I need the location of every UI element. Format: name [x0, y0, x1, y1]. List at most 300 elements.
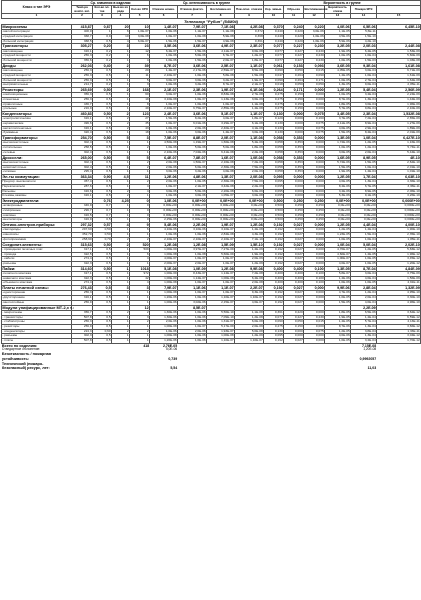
- row-cell: 509: [130, 247, 150, 252]
- row-cell: 507,8: [72, 339, 93, 344]
- row-label: Разъемы: [2, 189, 72, 194]
- row-cell: 12: [130, 305, 150, 310]
- row-cell: 1,3E-05: [325, 266, 351, 271]
- row-cell: 0,00E+00: [207, 213, 235, 218]
- row-cell: 0,00E+00: [178, 218, 207, 223]
- column-number: 4: [112, 14, 130, 19]
- row-cell: 0,027: [284, 339, 304, 344]
- row-cell: 7,2E-08: [235, 271, 264, 276]
- row-cell: 8,43E-07: [178, 271, 207, 276]
- row-cell: 1,0E-07: [150, 122, 178, 127]
- row-cell: 5,7E-04: [351, 320, 377, 325]
- row-cell: 0,5: [93, 339, 112, 344]
- row-cell: 0,275: [264, 97, 284, 102]
- row-cell: 2: [130, 180, 150, 185]
- row-label: - резисторы: [2, 324, 72, 329]
- row-cell: 4,76E-07: [325, 247, 351, 252]
- row-cell: 1,0E-04: [351, 54, 377, 59]
- row-cell: 0,000: [304, 261, 325, 266]
- row-label: -пленочные: [2, 97, 72, 102]
- row-cell: 1,4E-04: [351, 228, 377, 233]
- row-cell: 0,000: [304, 141, 325, 146]
- row-cell: 0,192: [264, 223, 284, 228]
- row-cell: [235, 366, 264, 371]
- row-cell: 0,100: [304, 281, 325, 286]
- row-cell: 0,372: [235, 30, 264, 35]
- row-cell: 1,0E-08: [235, 155, 264, 160]
- row-cell: 1,2E-08: [235, 223, 264, 228]
- row-cell: 6: [112, 30, 130, 35]
- row-cell: 4,2E-08: [235, 25, 264, 30]
- row-cell: 0,5: [93, 117, 112, 122]
- row-cell: 19: [130, 97, 150, 102]
- row-cell: 1,00E-08: [150, 291, 178, 296]
- row-cell: 10: [130, 25, 150, 30]
- row-cell: 1,5E-03: [351, 59, 377, 64]
- row-cell: 39: [130, 63, 150, 68]
- row-cell: 2: [130, 329, 150, 334]
- row-cell: 3,2E-06: [178, 170, 207, 175]
- header-group-values: Ср. значения в изделии: [72, 1, 150, 6]
- row-cell: 274,4: [72, 257, 93, 262]
- row-cell: 0,220: [304, 25, 325, 30]
- row-cell: 1: [112, 247, 130, 252]
- row-cell: 0,192: [264, 228, 284, 233]
- row-cell: 2,00E-07: [150, 261, 178, 266]
- row-label: Конденсаторы:: [2, 112, 72, 117]
- row-cell: 2,15E-07: [207, 300, 235, 305]
- row-cell: 0,000E+00: [377, 218, 421, 223]
- row-cell: 1: [112, 107, 130, 112]
- row-cell: 1,61E-08: [377, 63, 421, 68]
- row-cell: 1,5E-07: [178, 39, 207, 44]
- row-cell: 1,53E-09: [377, 49, 421, 54]
- row-cell: 6,6E-09: [235, 189, 264, 194]
- row-cell: 302,4: [72, 150, 93, 155]
- row-cell: 1,8E-05: [325, 310, 351, 315]
- row-cell: 0,353: [284, 146, 304, 151]
- row-cell: 2,0E-08: [235, 174, 264, 179]
- row-cell: 0,027: [284, 291, 304, 296]
- row-cell: 1,00E-08: [150, 281, 178, 286]
- row-cell: 1,0E-07: [150, 102, 178, 107]
- row-cell: 1,2E-08: [207, 266, 235, 271]
- row-cell: 6,5E-06: [351, 25, 377, 30]
- row-cell: 3,7E-05: [325, 117, 351, 122]
- row-cell: 8,9E-05: [351, 155, 377, 160]
- row-cell: 0,353: [284, 160, 304, 165]
- row-cell: 0,00E+00: [178, 213, 207, 218]
- row-cell: 4,0E-07: [207, 117, 235, 122]
- row-cell: 1,10E-07: [207, 296, 235, 301]
- row-cell: 6,41E-08: [207, 150, 235, 155]
- row-cell: 0,353: [284, 150, 304, 155]
- row-cell: 0,050: [284, 320, 304, 325]
- row-label: -синхронные: [2, 209, 72, 214]
- row-cell: 5,74E-06: [325, 160, 351, 165]
- row-cell: 0,130: [264, 131, 284, 136]
- row-cell: 2: [112, 122, 130, 127]
- row-cell: 4,0E-05: [325, 126, 351, 131]
- row-cell: 2,2E-09: [235, 184, 264, 189]
- row-cell: 363,34: [72, 174, 93, 179]
- row-cell: 0,000: [304, 160, 325, 165]
- row-cell: 1,4E-04: [351, 170, 377, 175]
- row-cell: 2,1E-07: [150, 87, 178, 92]
- row-cell: 0,275: [264, 324, 284, 329]
- row-cell: 0,130: [264, 122, 284, 127]
- row-cell: 1: [130, 233, 150, 238]
- row-cell: 7,04E-06: [178, 150, 207, 155]
- row-label: -сетевые: [2, 150, 72, 155]
- row-cell: 0,400: [284, 276, 304, 281]
- row-cell: 0,5: [93, 247, 112, 252]
- row-cell: 1: [112, 291, 130, 296]
- row-cell: 12: [130, 49, 150, 54]
- row-cell: 4,0E-04: [351, 276, 377, 281]
- row-cell: 1,0E-06: [150, 329, 178, 334]
- row-cell: 6,45E-10: [377, 25, 421, 30]
- row-cell: 10: [112, 35, 130, 40]
- row-cell: 317,1: [72, 247, 93, 252]
- row-label: -средней интеграции: [2, 35, 72, 40]
- row-cell: 316,1: [72, 49, 93, 54]
- row-cell: 0,7: [93, 213, 112, 218]
- row-cell: 6,75E-07: [178, 107, 207, 112]
- row-cell: 0,130: [264, 126, 284, 131]
- row-cell: 0,264: [264, 87, 284, 92]
- row-cell: 1,0E-06: [150, 54, 178, 59]
- row-cell: 2,11E-07: [207, 49, 235, 54]
- row-label: Переключатели: [2, 184, 72, 189]
- row-cell: 0,353: [284, 141, 304, 146]
- row-cell: 2,2E-07: [235, 286, 264, 291]
- row-cell: 0,5: [93, 160, 112, 165]
- row-cell: 0,0E+00: [207, 199, 235, 204]
- row-cell: 0,275: [264, 102, 284, 107]
- row-cell: 256,9: [72, 324, 93, 329]
- row-cell: 3,0E-05: [325, 150, 351, 155]
- row-cell: 1,00E-08: [207, 334, 235, 339]
- row-cell: 6,427E-10: [377, 136, 421, 141]
- row-cell: 4: [130, 189, 150, 194]
- row-cell: 4E-10: [377, 155, 421, 160]
- row-cell: 0,0E+00: [351, 199, 377, 204]
- row-cell: 1,4E-05: [325, 320, 351, 325]
- row-cell: 1,00E-08: [150, 252, 178, 257]
- row-cell: 418: [143, 343, 150, 348]
- row-cell: 0,264: [284, 78, 304, 83]
- row-cell: 7,5E-09: [235, 165, 264, 170]
- row-cell: 1: [112, 102, 130, 107]
- row-cell: 316,5: [72, 213, 93, 218]
- row-cell: 5: [130, 155, 150, 160]
- row-cell: 1,1E-08: [235, 102, 264, 107]
- row-cell: 2,9E-04: [351, 126, 377, 131]
- row-cell: 1,0E-06: [178, 334, 207, 339]
- row-cell: 0,220: [284, 39, 304, 44]
- row-cell: 1: [112, 146, 130, 151]
- row-cell: 0,400: [264, 271, 284, 276]
- row-cell: 1: [112, 131, 130, 136]
- row-cell: 2,65E-09: [377, 117, 421, 122]
- row-cell: 0,227: [284, 59, 304, 64]
- row-cell: 9,9E-08: [235, 266, 264, 271]
- row-cell: 0,227: [284, 49, 304, 54]
- row-cell: 9,8E-04: [351, 107, 377, 112]
- row-cell: 1: [112, 261, 130, 266]
- row-cell: 6,1E-08: [235, 87, 264, 92]
- row-cell: 265,00: [72, 155, 93, 160]
- row-label: -фотоприемники: [2, 237, 72, 242]
- row-cell: 0,077: [264, 54, 284, 59]
- row-cell: 9,3E-08: [235, 291, 264, 296]
- row-cell: 4,13E-11: [377, 320, 421, 325]
- row-cell: 0,192: [264, 339, 284, 344]
- row-cell: 0,150: [284, 324, 304, 329]
- row-cell: 2: [130, 160, 150, 165]
- row-cell: 0,5: [93, 131, 112, 136]
- row-cell: 2,0E-07: [178, 261, 207, 266]
- row-cell: 1,532E-08: [377, 112, 421, 117]
- row-cell: 1: [112, 334, 130, 339]
- header-sub-cell: Пож.опас. отказов: [235, 6, 264, 14]
- row-cell: 1,5E-09: [207, 242, 235, 247]
- row-cell: 305,27: [72, 44, 93, 49]
- row-cell: 5,7E-05: [325, 107, 351, 112]
- row-cell: 9,9E-06: [325, 286, 351, 291]
- row-cell: 0,400: [264, 266, 284, 271]
- row-cell: 8,9E-05: [351, 189, 377, 194]
- row-cell: 1,89E-09: [377, 126, 421, 131]
- row-cell: 1: [130, 296, 150, 301]
- row-cell: 0,000: [304, 242, 325, 247]
- row-cell: 0,5: [93, 146, 112, 151]
- row-cell: [284, 366, 304, 371]
- row-cell: 1,20E-08: [363, 347, 377, 352]
- column-number: 1: [2, 14, 72, 19]
- row-label: -асинхронные: [2, 204, 72, 209]
- header-sub-cell: Кор. замык.: [264, 6, 284, 14]
- row-cell: 0,500: [264, 213, 284, 218]
- row-cell: 1,0E-06: [178, 339, 207, 344]
- row-cell: 6,0E-08: [235, 320, 264, 325]
- row-cell: 0,5: [93, 300, 112, 305]
- row-cell: 1,0E-04: [351, 73, 377, 78]
- row-cell: 1,0E-06: [178, 102, 207, 107]
- row-cell: 0,027: [284, 300, 304, 305]
- row-cell: 5,9E-08: [207, 35, 235, 40]
- row-cell: 1,0E-05: [325, 146, 351, 151]
- row-cell: 1,0E-04: [351, 165, 377, 170]
- row-cell: 0,192: [264, 261, 284, 266]
- row-label: -многослойные: [2, 300, 72, 305]
- row-cell: 0,000: [304, 184, 325, 189]
- row-cell: 3,26E-10: [377, 194, 421, 199]
- row-cell: 1: [112, 49, 130, 54]
- row-cell: 3: [112, 44, 130, 49]
- row-cell: 9: [130, 223, 150, 228]
- row-cell: 0,353: [284, 170, 304, 175]
- row-cell: 0,5: [93, 107, 112, 112]
- row-cell: 3: [130, 136, 150, 141]
- row-cell: 1,2E-09: [235, 334, 264, 339]
- row-cell: 3,10E-08: [150, 97, 178, 102]
- row-cell: 0,5: [93, 310, 112, 315]
- row-cell: 0,220: [284, 35, 304, 40]
- row-cell: 5: [112, 136, 130, 141]
- row-cell: 0,050: [284, 69, 304, 74]
- row-cell: 7,8E-07: [178, 155, 207, 160]
- reliability-table: [1, 0, 421, 371]
- row-cell: 0,058: [264, 146, 284, 151]
- row-cell: 0,000: [304, 170, 325, 175]
- row-cell: 1,90E-10: [377, 228, 421, 233]
- row-cell: 2,2E-09: [351, 305, 377, 310]
- row-cell: 0,000: [304, 324, 325, 329]
- row-cell: 1,13E-08: [207, 97, 235, 102]
- row-label: Эл-ты коммутации:: [2, 174, 72, 179]
- row-cell: 1,4E-05: [325, 73, 351, 78]
- row-cell: 0,075: [304, 131, 325, 136]
- row-cell: 0,0E+00: [235, 218, 264, 223]
- row-cell: 256,3: [72, 78, 93, 83]
- row-cell: 1: [93, 30, 112, 35]
- row-cell: 6,71E-09: [377, 69, 421, 74]
- row-cell: 1: [130, 334, 150, 339]
- row-cell: 0,40: [93, 63, 112, 68]
- row-cell: [112, 366, 130, 371]
- row-label: -высокочастотные: [2, 141, 72, 146]
- row-cell: 0,50: [93, 228, 112, 233]
- row-cell: 1,0E-05: [325, 296, 351, 301]
- row-cell: 1,1E-08: [235, 310, 264, 315]
- row-cell: 1,0E-05: [325, 93, 351, 98]
- row-cell: 258,5: [72, 146, 93, 151]
- row-cell: 1: [112, 141, 130, 146]
- row-cell: 256,3: [72, 69, 93, 74]
- row-cell: 1,61E-09: [377, 73, 421, 78]
- row-cell: 507,8: [72, 315, 93, 320]
- row-cell: 2,8E-04: [351, 286, 377, 291]
- row-cell: 1,4E-07: [150, 69, 178, 74]
- row-cell: 1,8E-08: [235, 146, 264, 151]
- header-group-intensity: Ср. интенсивность в группе: [150, 1, 264, 6]
- row-cell: 5,3E-06: [325, 194, 351, 199]
- row-cell: 1,70E-12: [377, 339, 421, 344]
- row-cell: 1,2E-05: [325, 223, 351, 228]
- row-cell: 1,20E-06: [150, 296, 178, 301]
- row-cell: 1,30E-06: [150, 315, 178, 320]
- row-cell: 5,0E-06: [178, 146, 207, 151]
- row-cell: 4: [130, 59, 150, 64]
- row-cell: 7,5E-09: [235, 180, 264, 185]
- row-cell: 0,000: [284, 184, 304, 189]
- row-label: - провода: [2, 252, 72, 257]
- row-cell: 123: [130, 112, 150, 117]
- row-cell: 1,0E-05: [178, 180, 207, 185]
- row-cell: 2,10E-07: [150, 237, 178, 242]
- row-cell: 0,0E+00: [351, 213, 377, 218]
- row-cell: 3,0E-08: [235, 131, 264, 136]
- row-cell: 0,000: [304, 194, 325, 199]
- row-cell: 1,0E-07: [178, 281, 207, 286]
- row-cell: 2,44E-08: [377, 44, 421, 49]
- row-label: - транзисторы: [2, 315, 72, 320]
- row-cell: 2,2E-06: [178, 223, 207, 228]
- row-cell: 1,2E-04: [351, 146, 377, 151]
- header-sub-cell: Темп-ра воспл. кат.: [72, 6, 93, 14]
- row-cell: 0,027: [284, 247, 304, 252]
- row-cell: 2,35E-10: [377, 233, 421, 238]
- row-cell: 0,100: [304, 271, 325, 276]
- row-cell: 1,9E-09: [235, 252, 264, 257]
- row-cell: 314,60: [72, 266, 93, 271]
- row-cell: 3,0E-04: [351, 69, 377, 74]
- row-cell: 5,0E-08: [207, 146, 235, 151]
- row-label: Стандартное отклонение:: [1, 347, 41, 352]
- row-label: Модули унифицированные МТ-2,х т.:: [2, 304, 74, 310]
- row-cell: 4: [130, 281, 150, 286]
- row-cell: 0,192: [264, 286, 284, 291]
- row-label: Электродвигатели:: [2, 199, 72, 204]
- row-cell: 1: [130, 300, 150, 305]
- row-cell: 0,9: [93, 35, 112, 40]
- row-cell: 0,075: [304, 122, 325, 127]
- row-cell: 2,1E-07: [235, 83, 264, 88]
- row-cell: 2,06E-10: [377, 189, 421, 194]
- row-cell: 0,018: [264, 83, 284, 88]
- row-cell: 0,5: [93, 126, 112, 131]
- header-sub-cell: Воспламенения: [304, 6, 325, 14]
- header-sub-cell: Воспламен-ия: [207, 6, 235, 14]
- row-cell: 0,000: [304, 165, 325, 170]
- column-number: 12: [304, 14, 325, 19]
- row-cell: 256,3: [72, 320, 93, 325]
- row-cell: 2,62E-10: [377, 160, 421, 165]
- row-cell: 356,3: [72, 93, 93, 98]
- row-cell: 4,50E-08: [150, 141, 178, 146]
- row-cell: 1,1E-07: [235, 63, 264, 68]
- row-cell: 1: [112, 257, 130, 262]
- row-cell: 5,0E-06: [165, 347, 178, 352]
- row-cell: 3,0E-06: [150, 170, 178, 175]
- row-cell: 0,5: [93, 165, 112, 170]
- row-cell: 3,2E-06: [178, 83, 207, 88]
- row-cell: 0,250: [304, 204, 325, 209]
- row-cell: [93, 366, 112, 371]
- row-cell: 0,00E+00: [150, 213, 178, 218]
- row-cell: 0,5: [93, 102, 112, 107]
- table-body: [2, 25, 421, 371]
- row-cell: 7,09E-10: [207, 315, 235, 320]
- row-cell: 1: [130, 150, 150, 155]
- row-cell: 0,5: [93, 78, 112, 83]
- row-label: -малой интеграции: [2, 30, 72, 35]
- row-cell: 0,5: [93, 218, 112, 223]
- row-label: -двухсторонние: [2, 296, 72, 301]
- row-cell: 0,058: [264, 141, 284, 146]
- row-cell: 1,3E-07: [207, 174, 235, 179]
- column-number: 13: [325, 14, 351, 19]
- row-cell: 7,1E-08: [207, 25, 235, 30]
- row-cell: 1: [112, 252, 130, 257]
- row-cell: 0,130: [264, 112, 284, 117]
- row-cell: 0,5: [93, 141, 112, 146]
- row-cell: 0,077: [264, 59, 284, 64]
- row-cell: 0,0E+00: [351, 209, 377, 214]
- row-cell: 2,85E-08: [207, 107, 235, 112]
